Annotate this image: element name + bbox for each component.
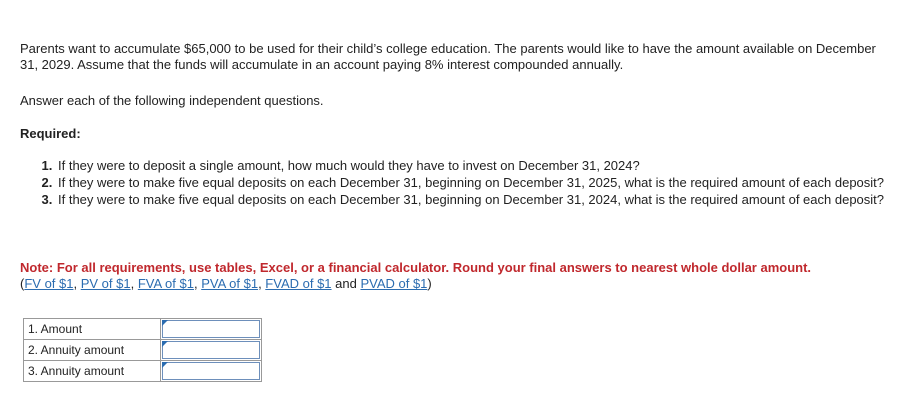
- answer-label: 1. Amount: [24, 319, 161, 340]
- instructions-text: Answer each of the following independent questions.: [20, 93, 324, 108]
- questions-list: [24, 158, 906, 209]
- fva-link[interactable]: FVA of $1: [137, 276, 194, 291]
- pvad-link[interactable]: PVAD of $1: [360, 276, 428, 291]
- answer-row: [24, 340, 262, 361]
- open-paren: (: [20, 276, 25, 291]
- problem-intro: Parents want to accumulate $65,000 to be used for their child’s college education. The parents would like to have the amount available on December 31, 2029. Assume that the funds will accumulate in an account paying 8% interest compounded annually.: [20, 41, 876, 72]
- required-heading: Required:: [20, 126, 81, 141]
- answer-1-input[interactable]: [162, 320, 260, 338]
- answer-label: 3. Annuity amount: [24, 361, 161, 382]
- fv-link[interactable]: FV of $1: [24, 276, 74, 291]
- pv-link[interactable]: PV of $1: [80, 276, 131, 291]
- answer-3-input[interactable]: [162, 362, 260, 380]
- input-marker-icon: [162, 320, 168, 326]
- answer-table: [23, 318, 262, 382]
- note-text: Note: For all requirements, use tables, Excel, or a financial calculator. Round your final answers to nearest whole dollar amount.: [20, 260, 812, 275]
- and-text: and: [331, 276, 361, 291]
- fvad-link[interactable]: FVAD of $1: [265, 276, 332, 291]
- input-marker-icon: [162, 341, 168, 347]
- pva-link[interactable]: PVA of $1: [201, 276, 259, 291]
- input-marker-icon: [162, 362, 168, 368]
- reference-links: (FV of $1, PV of $1, FVA of $1, PVA of $1, FVAD of $1 and PVAD of $1): [20, 276, 432, 291]
- answer-2-input[interactable]: [162, 341, 260, 359]
- answer-row: [24, 361, 262, 382]
- answer-row: [24, 319, 262, 340]
- question-3: 3. If they were to make five equal deposits on each December 31, beginning on December 31, 2024, what is the required amount of each deposit?: [56, 192, 906, 208]
- question-1: 1. If they were to deposit a single amount, how much would they have to invest on December 31, 2024?: [56, 158, 906, 174]
- answer-label: 2. Annuity amount: [24, 340, 161, 361]
- close-paren: ): [427, 276, 432, 291]
- question-2: 2. If they were to make five equal deposits on each December 31, beginning on December 31, 2025, what is the required amount of each deposit?: [56, 175, 906, 191]
